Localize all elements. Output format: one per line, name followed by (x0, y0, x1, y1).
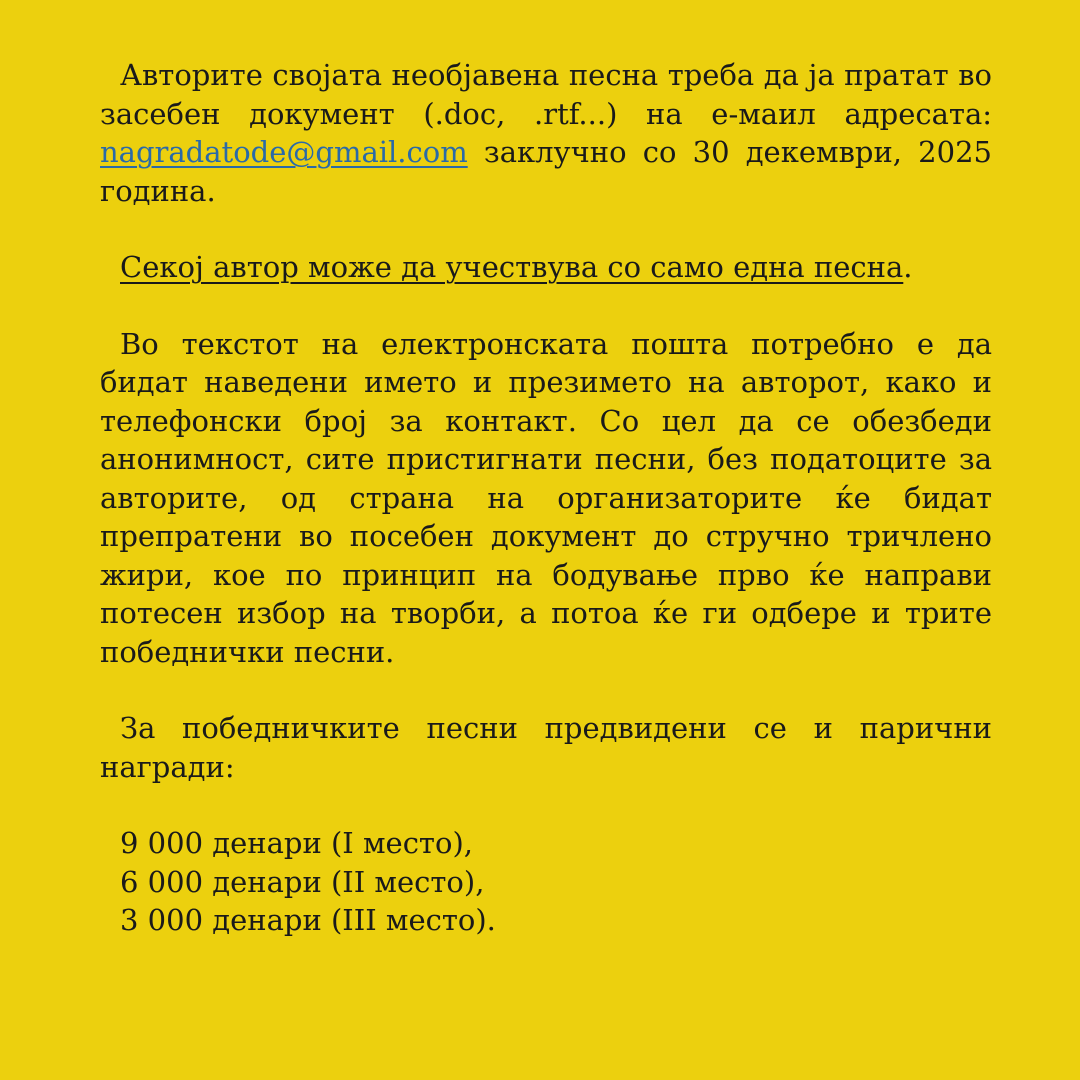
email-link[interactable]: nagradatode@gmail.com (100, 135, 468, 169)
prize-third: 3 000 денари (III место). (120, 903, 496, 937)
prize-second: 6 000 денари (II место), (120, 864, 485, 899)
rule-period: . (903, 250, 913, 284)
document-body (100, 56, 992, 940)
prize-first: 9 000 денари (I место), (120, 826, 473, 860)
submission-text-start: Авторите својата необјавена песна треба да ја пратат во засебен документ (.doc, .rtf...) на е-маил адресата: (100, 58, 992, 131)
prize-list (100, 824, 992, 940)
submission-paragraph (100, 56, 992, 210)
procedure-paragraph: Во текстот на електронската пошта потребно е да бидат наведени името и презимето на авторот, како и телефонски број за контакт. Со цел да се обезбеди анонимност, сите пристигнати песни, без податоците за авторите, од страна на организаторите ќе бидат препратени во посебен документ до стручно тричлено жири, кое по принцип на бодување прво ќе направи потесен избор на творби, а потоа ќе ги одбере и трите победнички песни. (100, 326, 992, 669)
rule-paragraph (100, 248, 992, 287)
rule-underlined-text: Секој автор може да учествува со само една песна (120, 250, 904, 284)
submission-text-end: заклучно со 30 декември, 2025 година. (100, 135, 992, 208)
awards-intro-paragraph: За победничките песни предвидени се и парични награди: (100, 711, 992, 784)
